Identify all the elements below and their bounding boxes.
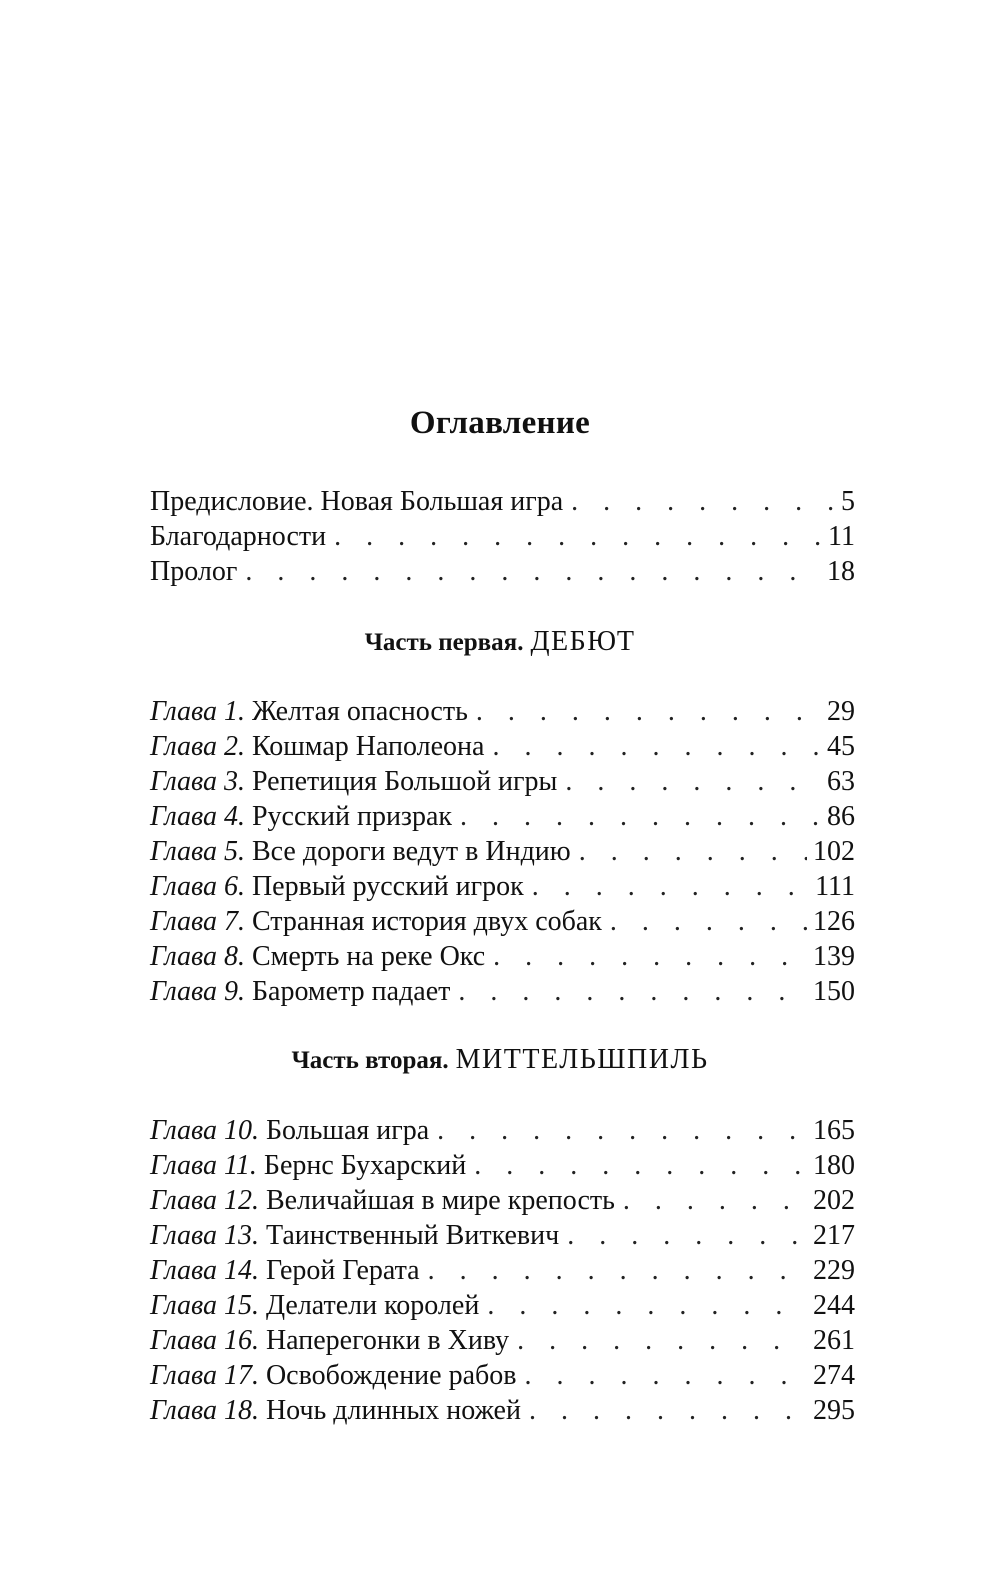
- toc-entry: [150, 519, 855, 554]
- leader-dots: [567, 1218, 807, 1253]
- part-one-chapter-list: [150, 694, 855, 1009]
- chapter-number: Глава 13.: [150, 1220, 259, 1251]
- leader-dots: [579, 834, 807, 869]
- chapter-title: Бернс Бухарский: [263, 1150, 467, 1181]
- part-two-heading: [0, 1040, 1000, 1081]
- leader-dots: [493, 939, 807, 974]
- entry-page-number: 18: [827, 556, 855, 587]
- chapter-entry: [150, 869, 855, 904]
- chapter-page-number: 261: [813, 1325, 855, 1356]
- chapter-title: Величайшая в мире крепость: [265, 1185, 615, 1216]
- chapter-title: Странная история двух собак: [251, 906, 602, 937]
- part-two-chapter-list: [150, 1113, 855, 1428]
- chapter-page-number: 86: [827, 801, 855, 832]
- chapter-page-number: 244: [813, 1290, 855, 1321]
- chapter-title: Наперегонки в Хиву: [265, 1325, 510, 1356]
- chapter-title: Таинственный Виткевич: [265, 1220, 560, 1251]
- chapter-number: Глава 4.: [150, 801, 245, 832]
- chapter-title: Кошмар Наполеона: [251, 731, 485, 762]
- chapter-number: Глава 1.: [150, 696, 245, 727]
- chapter-entry: [150, 1323, 855, 1358]
- leader-dots: [623, 1183, 807, 1218]
- chapter-page-number: 111: [815, 871, 855, 902]
- leader-dots: [525, 1358, 808, 1393]
- chapter-number: Глава 17.: [150, 1360, 259, 1391]
- chapter-number: Глава 6.: [150, 871, 245, 902]
- part-one-heading: [0, 622, 1000, 663]
- chapter-page-number: 229: [813, 1255, 855, 1286]
- chapter-entry: [150, 1148, 855, 1183]
- chapter-title: Делатели королей: [265, 1290, 480, 1321]
- chapter-title: Большая игра: [265, 1115, 430, 1146]
- leader-dots: [529, 1393, 807, 1428]
- chapter-entry: [150, 764, 855, 799]
- chapter-title: Первый русский игрок: [251, 871, 524, 902]
- toc-entry: [150, 554, 855, 589]
- leader-dots: [532, 869, 809, 904]
- chapter-page-number: 150: [813, 976, 855, 1007]
- chapter-title: Ночь длинных ножей: [265, 1395, 521, 1426]
- chapter-number: Глава 8.: [150, 941, 245, 972]
- leader-dots: [487, 1288, 807, 1323]
- entry-title: Предисловие. Новая Большая игра: [150, 486, 564, 517]
- chapter-entry: [150, 799, 855, 834]
- page-title: Оглавление: [409, 405, 591, 441]
- chapter-entry: [150, 1288, 855, 1323]
- chapter-page-number: 139: [813, 941, 855, 972]
- chapter-page-number: 63: [827, 766, 855, 797]
- chapter-entry: [150, 1358, 855, 1393]
- chapter-entry: [150, 834, 855, 869]
- chapter-page-number: 202: [813, 1185, 855, 1216]
- entry-title: Благодарности: [150, 521, 327, 552]
- part-one-prefix: Часть первая.: [364, 629, 524, 656]
- entry-page-number: 11: [828, 521, 855, 552]
- chapter-title: Барометр падает: [251, 976, 451, 1007]
- leader-dots: [437, 1113, 807, 1148]
- chapter-title: Смерть на реке Окс: [251, 941, 486, 972]
- chapter-title: Русский призрак: [251, 801, 453, 832]
- chapter-entry: [150, 1183, 855, 1218]
- leader-dots: [458, 974, 807, 1009]
- chapter-entry: [150, 974, 855, 1009]
- part-two-prefix: Часть вторая.: [291, 1047, 449, 1074]
- leader-dots: [476, 694, 821, 729]
- chapter-page-number: 274: [813, 1360, 855, 1391]
- chapter-entry: [150, 1253, 855, 1288]
- leader-dots: [460, 799, 821, 834]
- chapter-page-number: 165: [813, 1115, 855, 1146]
- leader-dots: [610, 904, 807, 939]
- chapter-number: Глава 10.: [150, 1115, 259, 1146]
- leader-dots: [474, 1148, 807, 1183]
- chapter-title: Герой Герата: [265, 1255, 420, 1286]
- part-two-name: МИТТЕЛЬШПИЛЬ: [455, 1044, 709, 1075]
- chapter-entry: [150, 1393, 855, 1428]
- chapter-number: Глава 12.: [150, 1185, 259, 1216]
- chapter-number: Глава 15.: [150, 1290, 259, 1321]
- leader-dots: [517, 1323, 807, 1358]
- front-matter-list: [150, 484, 855, 589]
- chapter-page-number: 217: [813, 1220, 855, 1251]
- chapter-page-number: 45: [827, 731, 855, 762]
- chapter-number: Глава 9.: [150, 976, 245, 1007]
- leader-dots: [565, 764, 821, 799]
- part-one-name: ДЕБЮТ: [530, 626, 636, 657]
- entry-page-number: 5: [841, 486, 855, 517]
- chapter-number: Глава 18.: [150, 1395, 259, 1426]
- chapter-entry: [150, 939, 855, 974]
- leader-dots: [334, 519, 822, 554]
- leader-dots: [492, 729, 821, 764]
- chapter-number: Глава 7.: [150, 906, 245, 937]
- chapter-number: Глава 5.: [150, 836, 245, 867]
- chapter-number: Глава 3.: [150, 766, 245, 797]
- chapter-number: Глава 2.: [150, 731, 245, 762]
- chapter-entry: [150, 1218, 855, 1253]
- chapter-entry: [150, 904, 855, 939]
- chapter-entry: [150, 1113, 855, 1148]
- chapter-number: Глава 14.: [150, 1255, 259, 1286]
- chapter-entry: [150, 694, 855, 729]
- chapter-title: Желтая опасность: [251, 696, 468, 727]
- chapter-page-number: 29: [827, 696, 855, 727]
- chapter-title: Все дороги ведут в Индию: [251, 836, 571, 867]
- leader-dots: [245, 554, 821, 589]
- chapter-title: Репетиция Большой игры: [251, 766, 558, 797]
- chapter-page-number: 295: [813, 1395, 855, 1426]
- chapter-number: Глава 11.: [150, 1150, 257, 1181]
- leader-dots: [571, 484, 835, 519]
- leader-dots: [428, 1253, 807, 1288]
- chapter-page-number: 180: [813, 1150, 855, 1181]
- chapter-title: Освобождение рабов: [265, 1360, 517, 1391]
- toc-entry: [150, 484, 855, 519]
- entry-title: Пролог: [150, 556, 238, 587]
- chapter-page-number: 126: [813, 906, 855, 937]
- chapter-number: Глава 16.: [150, 1325, 259, 1356]
- chapter-entry: [150, 729, 855, 764]
- chapter-page-number: 102: [813, 836, 855, 867]
